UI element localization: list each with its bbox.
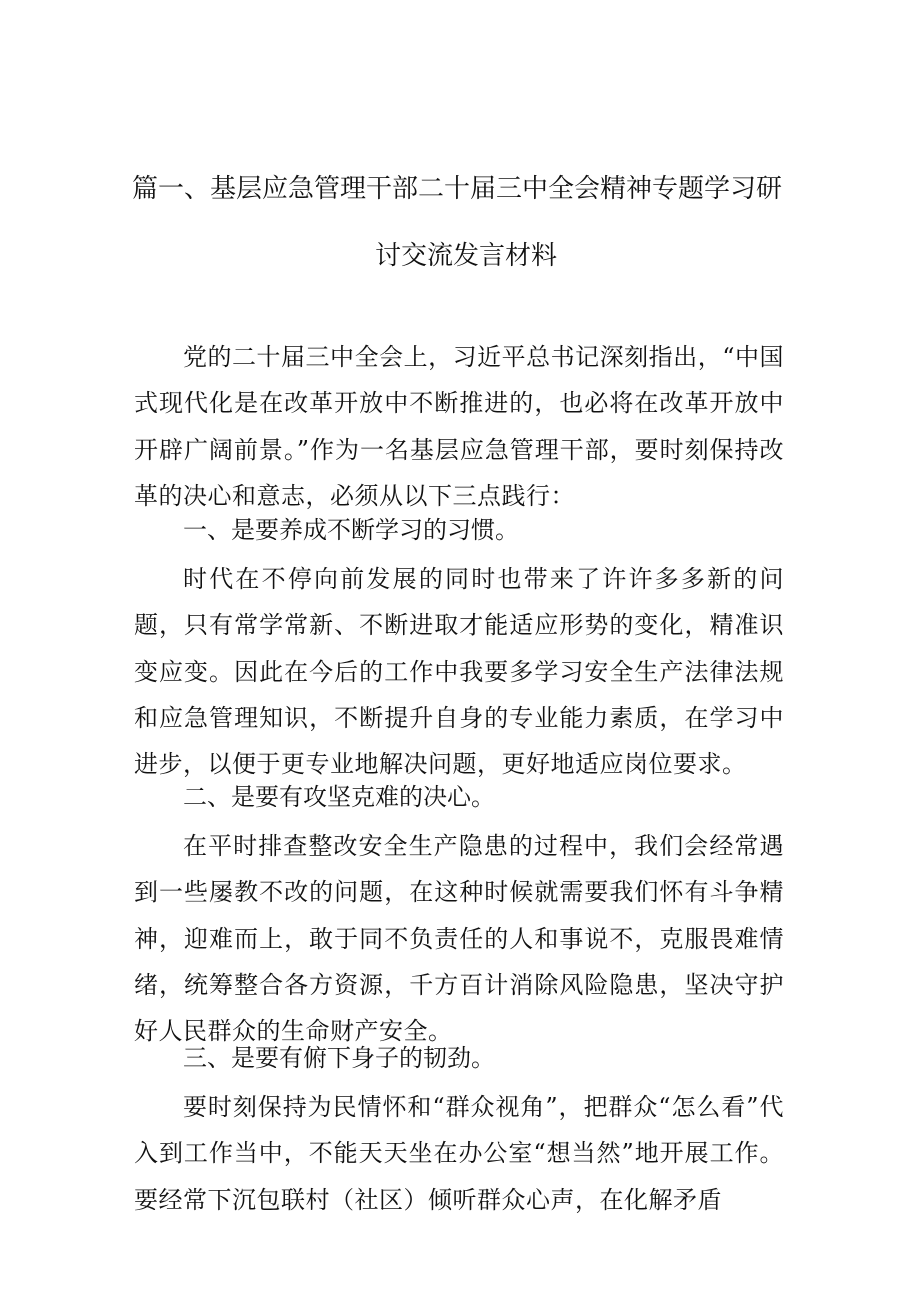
intro-paragraph: 党的二十届三中全会上，习近平总书记深刻指出，“中国式现代化是在改革开放中不断推进的，也必将在改革开放中开辟广阔前景。”作为一名基层应急管理干部，要时刻保持改革的决心和意志，必须从以下三点践行：: [134, 343, 784, 510]
document-title-line2: 讨交流发言材料: [375, 241, 558, 271]
section-heading-2: 二、是要有攻坚克难的决心。: [183, 783, 495, 811]
section-heading-1: 一、是要养成不断学习的习惯。: [183, 516, 519, 544]
document-title-line1: 篇一、基层应急管理干部二十届三中全会精神专题学习研: [132, 174, 783, 204]
section-paragraph-2: 在平时排查整改安全生产隐患的过程中，我们会经常遇到一些屡教不改的问题，在这种时候就需要我们怀有斗争精神，迎难而上，敢于同不负责任的人和事说不，克服畏难情绪，统筹整合各方资源，千方百计消除风险隐患，坚决守护好人民群众的生命财产安全。: [134, 832, 784, 1046]
section-paragraph-1: 时代在不停向前发展的同时也带来了许许多多新的问题，只有常学常新、不断进取才能适应形势的变化，精准识变应变。因此在今后的工作中我要多学习安全生产法律法规和应急管理知识，不断提升自身的专业能力素质，在学习中进步，以便于更专业地解决问题，更好地适应岗位要求。: [134, 565, 784, 779]
section-heading-3: 三、是要有俯下身子的韧劲。: [183, 1044, 495, 1072]
section-paragraph-3: 要时刻保持为民情怀和“群众视角”，把群众“怎么看”代入到工作当中，不能天天坐在办公室“想当然”地开展工作。要经常下沉包联村（社区）倾听群众心声，在化解矛盾: [134, 1093, 784, 1214]
